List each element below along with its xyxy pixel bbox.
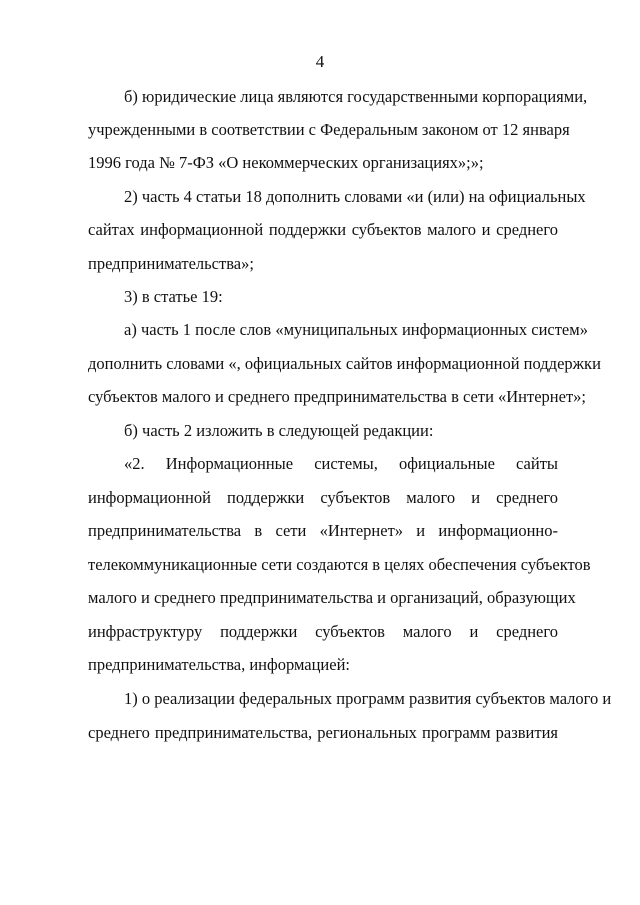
text-line: предпринимательства, информацией: (88, 655, 351, 674)
text-line: учрежденными в соответствии с Федеральным законом от 12 января (88, 120, 570, 139)
text-line: 3) в статье 19: (124, 287, 223, 306)
text-line: 2) часть 4 статьи 18 дополнить словами «и (или) на официальных (124, 187, 586, 206)
text-line: предпринимательства в сети «Интернет» и информационно- (88, 521, 558, 540)
text-line: субъектов малого и среднего предпринимательства в сети «Интернет»; (88, 387, 586, 406)
text-line: дополнить словами «, официальных сайтов информационной поддержки (88, 354, 601, 373)
text-line: среднего предпринимательства, региональных программ развития (88, 723, 558, 742)
text-line: инфраструктуру поддержки субъектов малого и среднего (88, 622, 558, 641)
text-line: б) юридические лица являются государственными корпорациями, (124, 87, 588, 106)
page-number: 4 (315, 52, 325, 71)
text-line: «2. Информационные системы, официальные сайты (124, 454, 558, 473)
text-line: малого и среднего предпринимательства и организаций, образующих (88, 588, 576, 607)
text-line: предпринимательства»; (88, 254, 254, 273)
text-line: сайтах информационной поддержки субъектов малого и среднего (88, 220, 558, 239)
text-line: б) часть 2 изложить в следующей редакции: (124, 421, 434, 440)
text-line: 1996 года № 7-ФЗ «О некоммерческих организациях»;»; (88, 153, 484, 172)
text-line: а) часть 1 после слов «муниципальных информационных систем» (124, 320, 588, 339)
text-line: телекоммуникационные сети создаются в целях обеспечения субъектов (88, 555, 591, 574)
text-line: информационной поддержки субъектов малого и среднего (88, 488, 558, 507)
text-line: 1) о реализации федеральных программ развития субъектов малого и (124, 689, 612, 708)
